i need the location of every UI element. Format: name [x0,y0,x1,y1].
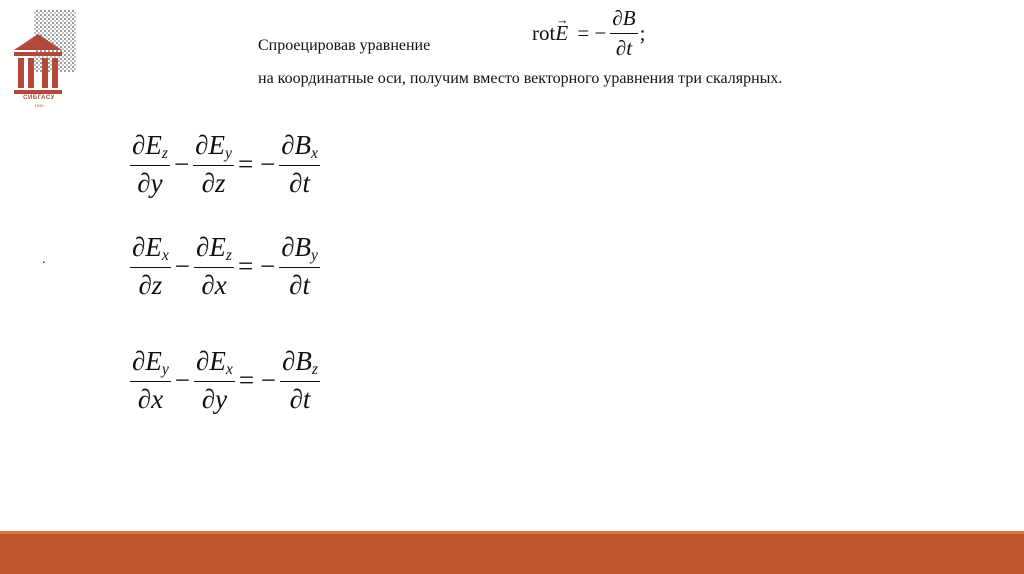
minus-sign: − [174,250,191,281]
den-2: ∂z [193,165,234,199]
num-3: ∂B [281,130,312,160]
den-1: ∂x [130,381,171,415]
den-1: ∂y [130,165,170,199]
rot-label: rot [532,21,556,45]
term-2 [194,346,235,415]
equation-x-component [130,130,320,199]
den-3: ∂t [279,165,320,199]
num-3: ∂B [282,346,312,376]
minus-sign: − [173,148,190,179]
sub-3: y [311,246,318,264]
den-2: ∂y [194,381,235,415]
denominator: ∂t [610,33,637,61]
equation-y-component [130,232,320,301]
minus-sign: − [174,364,191,395]
equals-minus: = − [238,364,277,395]
term-3 [280,346,320,415]
sub-1: y [161,360,169,378]
intro-text: Спроецировав уравнение [258,37,431,54]
term-2 [193,130,234,199]
den-3: ∂t [280,381,320,415]
term-1 [130,232,171,301]
logo-caption: СИБГАСУ [23,95,55,101]
num-2: ∂E [196,346,226,376]
sub-2: z [225,246,232,264]
sub-2: x [225,360,233,378]
semicolon: ; [639,21,646,45]
explanation-text: на координатные оси, получим вместо векторного уравнения три скалярных. [258,70,783,87]
term-2 [194,232,234,301]
den-1: ∂z [130,267,171,301]
equals-minus: = − [237,148,276,179]
term-1 [130,130,170,199]
num-3: ∂B [281,232,312,262]
bottom-stripe [0,531,1024,534]
logo-year: 1930 [34,103,44,108]
num-2: ∂E [195,130,226,160]
num-1: ∂E [132,232,162,262]
den-2: ∂x [194,267,234,301]
fraction-db-dt [610,6,637,61]
vector-e: → E [555,21,568,46]
equals-minus: = − [577,21,607,45]
sub-1: z [161,144,168,162]
bottom-bar [0,531,1024,574]
equation-z-component [130,346,320,415]
num-2: ∂E [196,232,226,262]
term-3 [279,130,320,199]
den-3: ∂t [279,267,320,301]
term-1 [130,346,171,415]
equals-minus: = − [237,250,276,281]
sub-3: x [311,144,318,162]
term-3 [279,232,320,301]
numerator: ∂B [612,6,636,30]
sub-1: x [161,246,169,264]
rot-formula [532,6,645,61]
num-1: ∂E [132,346,162,376]
num-1: ∂E [132,130,162,160]
sub-2: y [225,144,232,162]
stray-dot: . [42,252,46,267]
sub-3: z [311,360,318,378]
